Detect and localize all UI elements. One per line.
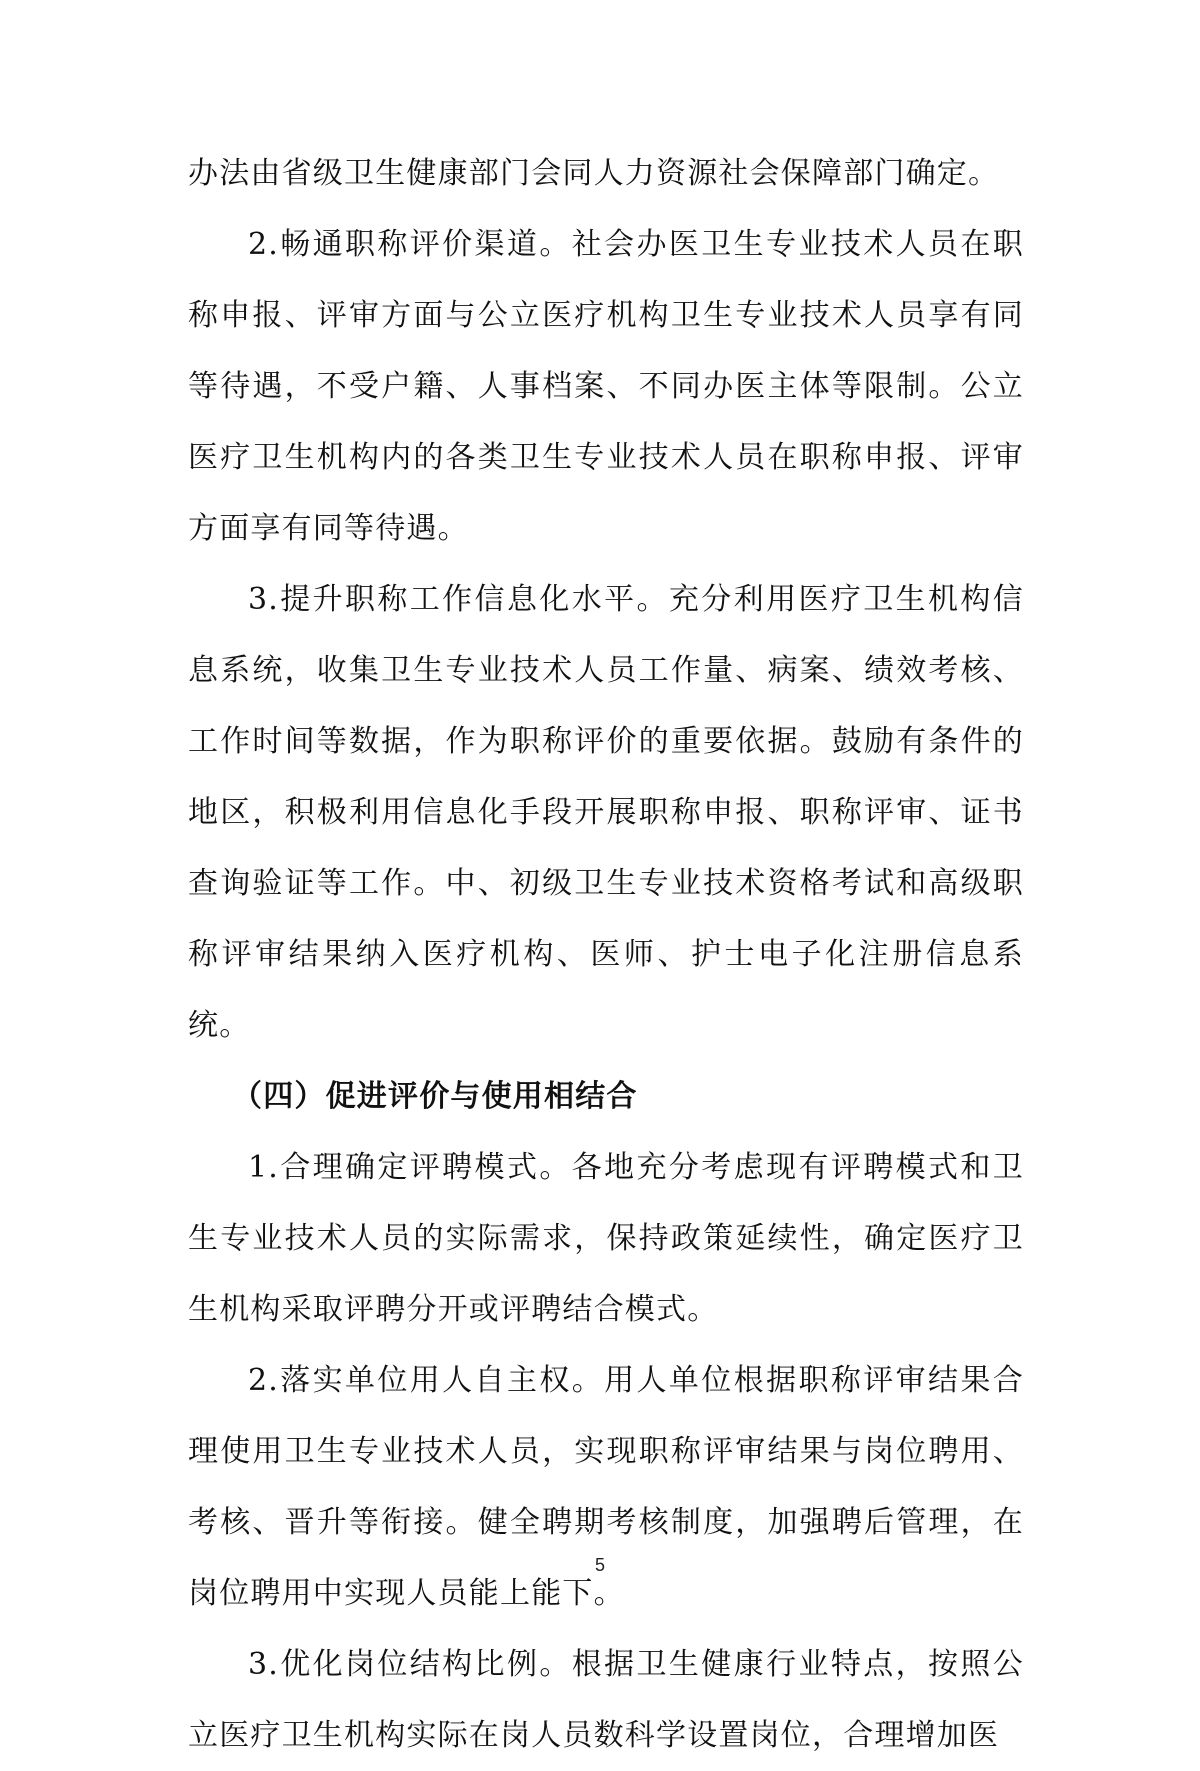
paragraph-item-2-autonomy: 2.落实单位用人自主权。用人单位根据职称评审结果合理使用卫生专业技术人员，实现职称评审结果与岗位聘用、考核、晋升等衔接。健全聘期考核制度，加强聘后管理，在岗位聘用中实现人员能上能下。 xyxy=(188,1363,1024,1611)
section-heading-4: （四）促进评价与使用相结合 xyxy=(232,1079,638,1114)
paragraph-item-2-channels: 2.畅通职称评价渠道。社会办医卫生专业技术人员在职称申报、评审方面与公立医疗机构卫生专业技术人员享有同等待遇，不受户籍、人事档案、不同办医主体等限制。公立医疗卫生机构内的各类卫生专业技术人员在职称申报、评审方面享有同等待遇。 xyxy=(188,227,1024,546)
paragraph-item-3-structure: 3.优化岗位结构比例。根据卫生健康行业特点，按照公立医疗卫生机构实际在岗人员数科学设置岗位，合理增加医 xyxy=(188,1647,1024,1753)
document-body xyxy=(188,138,1024,1771)
paragraph-item-3-informatization: 3.提升职称工作信息化水平。充分利用医疗卫生机构信息系统，收集卫生专业技术人员工作量、病案、绩效考核、工作时间等数据，作为职称评价的重要依据。鼓励有条件的地区，积极利用信息化手段开展职称申报、职称评审、证书查询验证等工作。中、初级卫生专业技术资格考试和高级职称评审结果纳入医疗机构、医师、护士电子化注册信息系统。 xyxy=(188,582,1024,1043)
paragraph-item-1-hiring-mode: 1.合理确定评聘模式。各地充分考虑现有评聘模式和卫生专业技术人员的实际需求，保持政策延续性，确定医疗卫生机构采取评聘分开或评聘结合模式。 xyxy=(188,1150,1024,1327)
paragraph-continuation: 办法由省级卫生健康部门会同人力资源社会保障部门确定。 xyxy=(188,156,1000,191)
page-number: 5 xyxy=(594,1555,605,1575)
